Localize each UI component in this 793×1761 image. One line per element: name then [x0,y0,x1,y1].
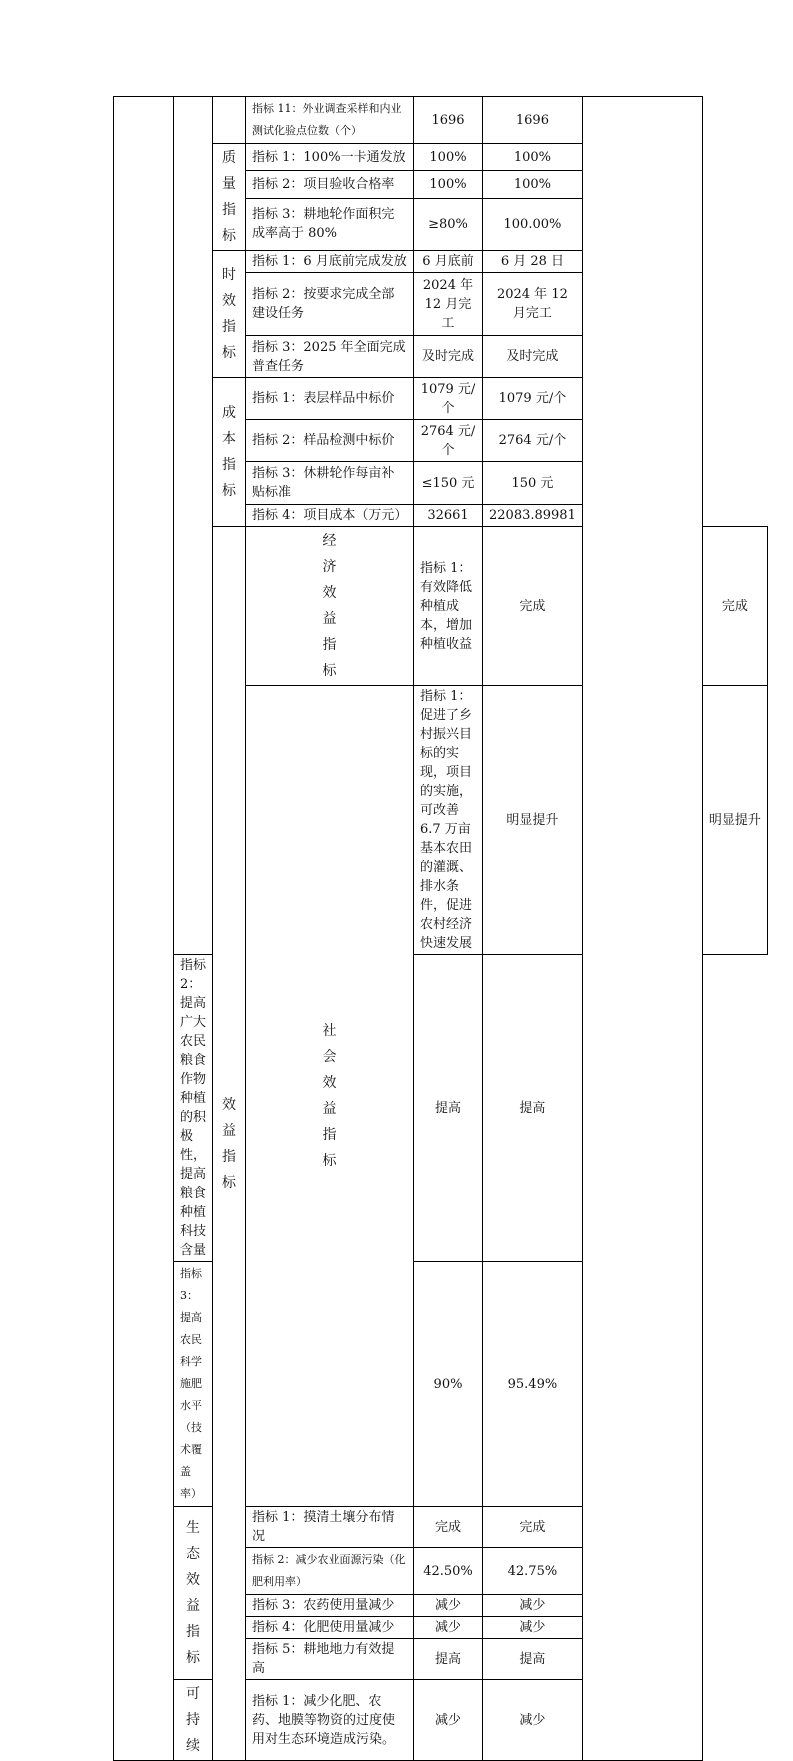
target-value: 减少 [414,1680,483,1761]
actual-value: 22083.89981 [483,505,583,527]
target-value: 42.50% [414,1548,483,1595]
indicator-cell: 指标 5：耕地地力有效提高 [246,1639,414,1680]
sustainable-category-label: 可持续 [174,1680,213,1761]
target-value: 90% [414,1262,483,1507]
indicator-cell: 指标 1：6 月底前完成发放 [246,251,414,273]
target-value: 6 月底前 [414,251,483,273]
target-value: ≤150 元 [414,462,483,505]
actual-value: 1696 [483,97,583,144]
actual-value: 减少 [483,1595,583,1617]
social-category-label: 社会效益指标 [246,686,414,1507]
target-value: 提高 [414,1639,483,1680]
target-value: 2764 元/个 [414,420,483,462]
indicator-cell: 指标 2：按要求完成全部建设任务 [246,273,414,336]
target-value: 完成 [414,1507,483,1548]
actual-value: 100.00% [483,198,583,250]
target-value: 及时完成 [414,336,483,378]
cost-category-label: 成本指标 [213,378,246,527]
indicator-cell: 指标 3：提高农民科学施肥水平（技术覆盖率） [174,1262,213,1507]
remarks-column [582,97,702,1761]
indicator-cell: 指标 2：项目验收合格率 [246,171,414,198]
target-value: 减少 [414,1595,483,1617]
target-value: 完成 [483,527,583,686]
target-value: 提高 [414,955,483,1262]
actual-value: 完成 [483,1507,583,1548]
actual-value: 6 月 28 日 [483,251,583,273]
actual-value: 100% [483,171,583,198]
benefit-category-label: 效益指标 [213,527,246,1761]
actual-value: 完成 [702,527,767,686]
outer-first-column [114,97,174,1761]
quantity-category-cell [213,97,246,144]
output-level1-cell [174,97,213,955]
timeliness-category-label: 时效指标 [213,251,246,378]
actual-value: 100% [483,144,583,171]
economic-category-label: 经济效益指标 [246,527,414,686]
indicator-cell: 指标 2：样品检测中标价 [246,420,414,462]
actual-value: 明显提升 [702,686,767,955]
indicator-cell: 指标 1：有效降低种植成本，增加种植收益 [414,527,483,686]
quality-category-label: 质量指标 [213,144,246,251]
indicator-cell: 指标 3：耕地轮作面积完成率高于 80% [246,198,414,250]
actual-value: 95.49% [483,1262,583,1507]
target-value: 100% [414,144,483,171]
indicator-cell: 指标 1：摸清土壤分布情况 [246,1507,414,1548]
indicator-cell: 指标 3：2025 年全面完成普查任务 [246,336,414,378]
target-value: 减少 [414,1617,483,1639]
indicator-cell: 指标 4：项目成本（万元） [246,505,414,527]
actual-value: 1079 元/个 [483,378,583,420]
actual-value: 减少 [483,1617,583,1639]
indicator-cell: 指标 4：化肥使用量减少 [246,1617,414,1639]
target-value: ≥80% [414,198,483,250]
actual-value: 2764 元/个 [483,420,583,462]
target-value: 100% [414,171,483,198]
indicator-cell: 指标 3：农药使用量减少 [246,1595,414,1617]
actual-value: 及时完成 [483,336,583,378]
indicator-cell: 指标 3：休耕轮作每亩补贴标准 [246,462,414,505]
performance-table [113,96,768,1761]
indicator-cell: 指标 11：外业调查采样和内业测试化验点位数（个） [246,97,414,144]
indicator-cell: 指标 1：100%一卡通发放 [246,144,414,171]
actual-value: 2024 年 12 月完工 [483,273,583,336]
indicator-cell: 指标 1：减少化肥、农药、地膜等物资的过度使用对生态环境造成污染。 [246,1680,414,1761]
indicator-cell: 指标 1：促进了乡村振兴目标的实现，项目的实施，可改善 6.7 万亩基本农田的灌溉、排水条件，促进农村经济快速发展 [414,686,483,955]
ecological-category-label: 生态效益指标 [174,1507,213,1680]
indicator-cell: 指标 2：提高广大农民粮食作物种植的积极性，提高粮食种植科技含量 [174,955,213,1262]
target-value: 2024 年 12 月完工 [414,273,483,336]
target-value: 32661 [414,505,483,527]
actual-value: 提高 [483,955,583,1262]
actual-value: 减少 [483,1680,583,1761]
actual-value: 42.75% [483,1548,583,1595]
actual-value: 150 元 [483,462,583,505]
target-value: 1696 [414,97,483,144]
indicator-cell: 指标 2：减少农业面源污染（化肥利用率） [246,1548,414,1595]
actual-value: 提高 [483,1639,583,1680]
target-value: 1079 元/个 [414,378,483,420]
indicator-cell: 指标 1：表层样品中标价 [246,378,414,420]
target-value: 明显提升 [483,686,583,955]
